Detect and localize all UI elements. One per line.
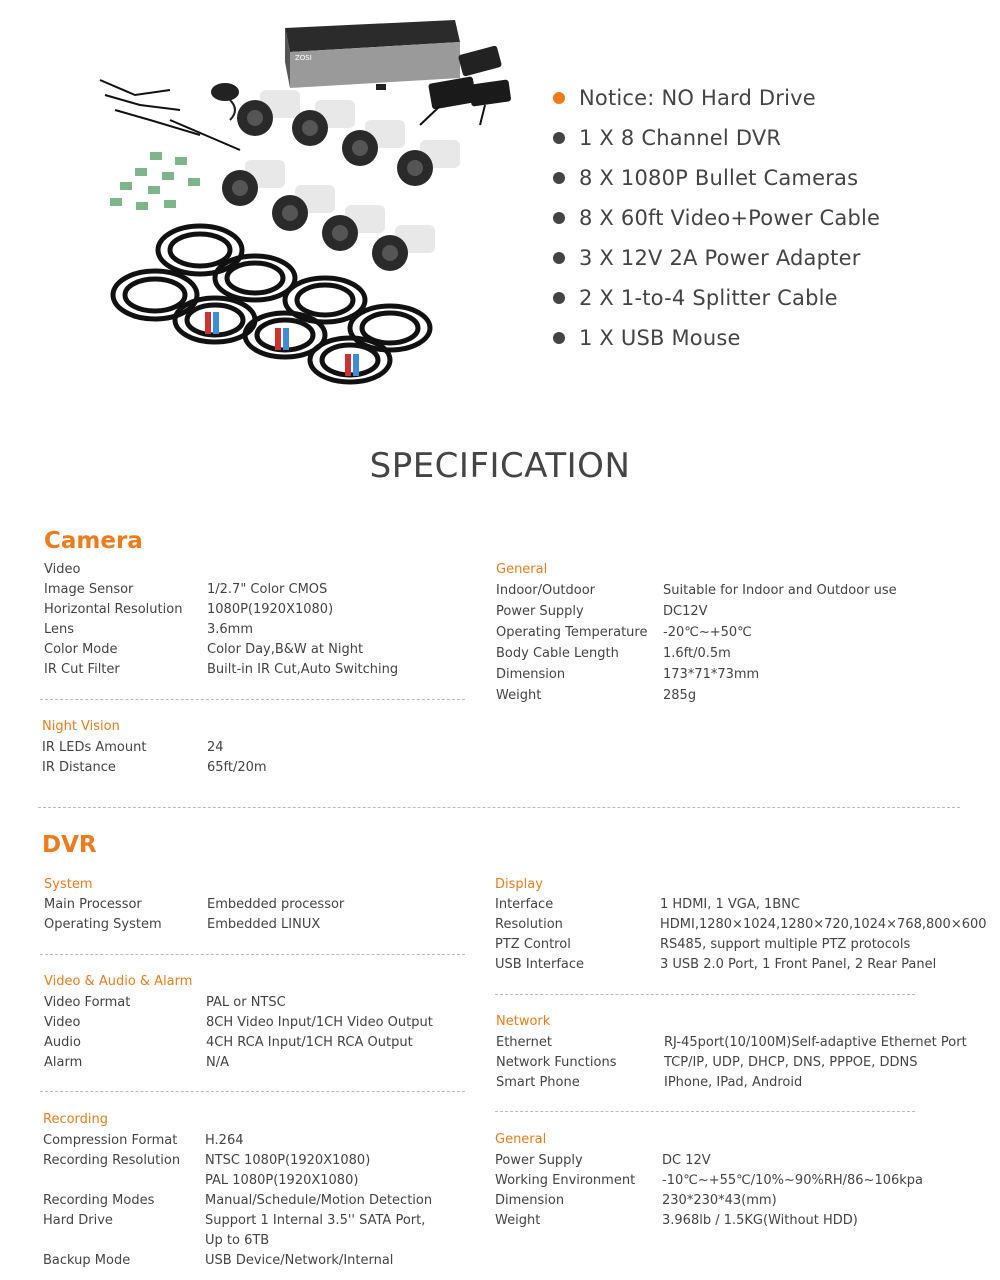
package-item-label: Notice: NO Hard Drive [579, 86, 816, 110]
package-item-label: 1 X USB Mouse [579, 326, 741, 350]
product-kit-image [80, 10, 540, 410]
divider [40, 699, 465, 700]
package-item [553, 198, 880, 238]
spec-value: H.264 [205, 1133, 244, 1148]
dvr-general-heading: General [495, 1132, 547, 1147]
bullet-dot-icon [553, 292, 565, 304]
spec-value: USB Device/Network/Internal [205, 1253, 394, 1268]
spec-label: Power Supply [495, 1153, 583, 1168]
spec-label: Operating System [44, 917, 162, 932]
spec-value: IPhone, IPad, Android [664, 1075, 803, 1090]
spec-value: HDMI,1280×1024,1280×720,1024×768,800×600 [660, 917, 987, 932]
spec-label: Resolution [495, 917, 563, 932]
spec-label: Color Mode [44, 642, 118, 657]
divider [495, 1111, 915, 1112]
spec-label: Main Processor [44, 897, 142, 912]
spec-label: Body Cable Length [496, 646, 619, 661]
spec-value: 230*230*43(mm) [662, 1193, 777, 1208]
spec-label: Weight [495, 1213, 541, 1228]
dvr-recorder-illustration [285, 20, 460, 90]
spec-label: Operating Temperature [496, 625, 648, 640]
spec-label: Backup Mode [43, 1253, 131, 1268]
package-item [553, 78, 880, 118]
spec-label: Image Sensor [44, 582, 134, 597]
spec-value: Support 1 Internal 3.5'' SATA Port, [205, 1213, 426, 1228]
section-divider [38, 807, 960, 808]
package-item [553, 238, 880, 278]
spec-label: Power Supply [496, 604, 584, 619]
spec-label: Smart Phone [496, 1075, 580, 1090]
package-item [553, 318, 880, 358]
display-heading: Display [495, 877, 543, 892]
spec-value: NTSC 1080P(1920X1080) [205, 1153, 371, 1168]
package-item-label: 1 X 8 Channel DVR [579, 126, 782, 150]
spec-value: Suitable for Indoor and Outdoor use [663, 583, 897, 598]
spec-value: 285g [663, 688, 697, 703]
spec-value: Manual/Schedule/Motion Detection [205, 1193, 433, 1208]
specification-title: SPECIFICATION [369, 446, 631, 486]
package-contents-list [553, 78, 880, 358]
spec-value: DC12V [663, 604, 708, 619]
spec-value: Embedded LINUX [207, 917, 321, 932]
spec-label: Video Format [44, 995, 131, 1010]
spec-value: 65ft/20m [207, 760, 267, 775]
spec-value: -20℃~+50℃ [663, 625, 752, 640]
spec-label: Ethernet [496, 1035, 552, 1050]
spec-label: Weight [496, 688, 542, 703]
spec-label: Video [44, 1015, 81, 1030]
spec-label: Dimension [496, 667, 566, 682]
dvr-heading: DVR [42, 832, 97, 858]
spec-value: PAL or NTSC [206, 995, 286, 1010]
spec-value: 173*71*73mm [663, 667, 760, 682]
spec-value: 3.6mm [207, 622, 254, 637]
spec-value: 3.968lb / 1.5KG(Without HDD) [662, 1213, 858, 1228]
bullet-dot-icon [553, 92, 565, 104]
spec-value: RS485, support multiple PTZ protocols [660, 937, 911, 952]
spec-value: PAL 1080P(1920X1080) [205, 1173, 359, 1188]
spec-value: 1080P(1920X1080) [207, 602, 334, 617]
spec-label: Audio [44, 1035, 81, 1050]
svg-text:ZOSI: ZOSI [295, 54, 312, 62]
spec-label: Network Functions [496, 1055, 617, 1070]
spec-label: IR LEDs Amount [42, 740, 147, 755]
spec-value: -10℃~+55℃/10%~90%RH/86~106kpa [662, 1173, 924, 1188]
spec-value: 3 USB 2.0 Port, 1 Front Panel, 2 Rear Panel [660, 957, 937, 972]
spec-value: RJ-45port(10/100M)Self-adaptive Ethernet Port [664, 1035, 967, 1050]
spec-label: Alarm [44, 1055, 83, 1070]
package-item-label: 8 X 1080P Bullet Cameras [579, 166, 859, 190]
spec-label: Indoor/Outdoor [496, 583, 596, 598]
spec-value: N/A [206, 1055, 229, 1070]
spec-label: Compression Format [43, 1133, 178, 1148]
package-item [553, 278, 880, 318]
network-heading: Network [496, 1014, 551, 1029]
spec-value: 1/2.7" Color CMOS [207, 582, 328, 597]
bullet-dot-icon [553, 172, 565, 184]
bullet-dot-icon [553, 212, 565, 224]
spec-value: Color Day,B&W at Night [207, 642, 364, 657]
recording-heading: Recording [43, 1112, 109, 1127]
divider [40, 1091, 465, 1092]
bullet-cameras-illustration [222, 90, 460, 271]
camera-general-heading: General [496, 562, 548, 577]
video-audio-alarm-heading: Video & Audio & Alarm [44, 974, 193, 989]
spec-value: 1 HDMI, 1 VGA, 1BNC [660, 897, 801, 912]
divider [495, 994, 915, 995]
spec-value: Embedded processor [207, 897, 345, 912]
spec-label: Interface [495, 897, 554, 912]
spec-value: 4CH RCA Input/1CH RCA Output [206, 1035, 413, 1050]
package-item [553, 118, 880, 158]
package-item [553, 158, 880, 198]
spec-label: IR Cut Filter [44, 662, 120, 677]
spec-label: Dimension [495, 1193, 565, 1208]
spec-label: Horizontal Resolution [44, 602, 183, 617]
spec-label: USB Interface [495, 957, 585, 972]
package-item-label: 2 X 1-to-4 Splitter Cable [579, 286, 838, 310]
spec-label: Working Environment [495, 1173, 636, 1188]
spec-label: Recording Resolution [43, 1153, 181, 1168]
bullet-dot-icon [553, 132, 565, 144]
spec-label: Hard Drive [43, 1213, 113, 1228]
camera-heading: Camera [44, 528, 143, 554]
usb-mouse-illustration [211, 83, 239, 101]
spec-value: TCP/IP, UDP, DHCP, DNS, PPPOE, DDNS [664, 1055, 918, 1070]
connectors-illustration [110, 152, 200, 210]
spec-label: Recording Modes [43, 1193, 155, 1208]
spec-label: Lens [44, 622, 75, 637]
spec-value: DC 12V [662, 1153, 711, 1168]
night-vision-heading: Night Vision [42, 719, 120, 734]
spec-value: 8CH Video Input/1CH Video Output [206, 1015, 433, 1030]
spec-value: Built-in IR Cut,Auto Switching [207, 662, 399, 677]
system-heading: System [44, 877, 93, 892]
spec-value: 24 [207, 740, 224, 755]
spec-value: Up to 6TB [205, 1233, 270, 1248]
divider [40, 954, 465, 955]
spec-value: 1.6ft/0.5m [663, 646, 731, 661]
spec-label: PTZ Control [495, 937, 571, 952]
package-item-label: 3 X 12V 2A Power Adapter [579, 246, 861, 270]
bullet-dot-icon [553, 252, 565, 264]
bullet-dot-icon [553, 332, 565, 344]
spec-label: IR Distance [42, 760, 116, 775]
package-item-label: 8 X 60ft Video+Power Cable [579, 206, 881, 230]
